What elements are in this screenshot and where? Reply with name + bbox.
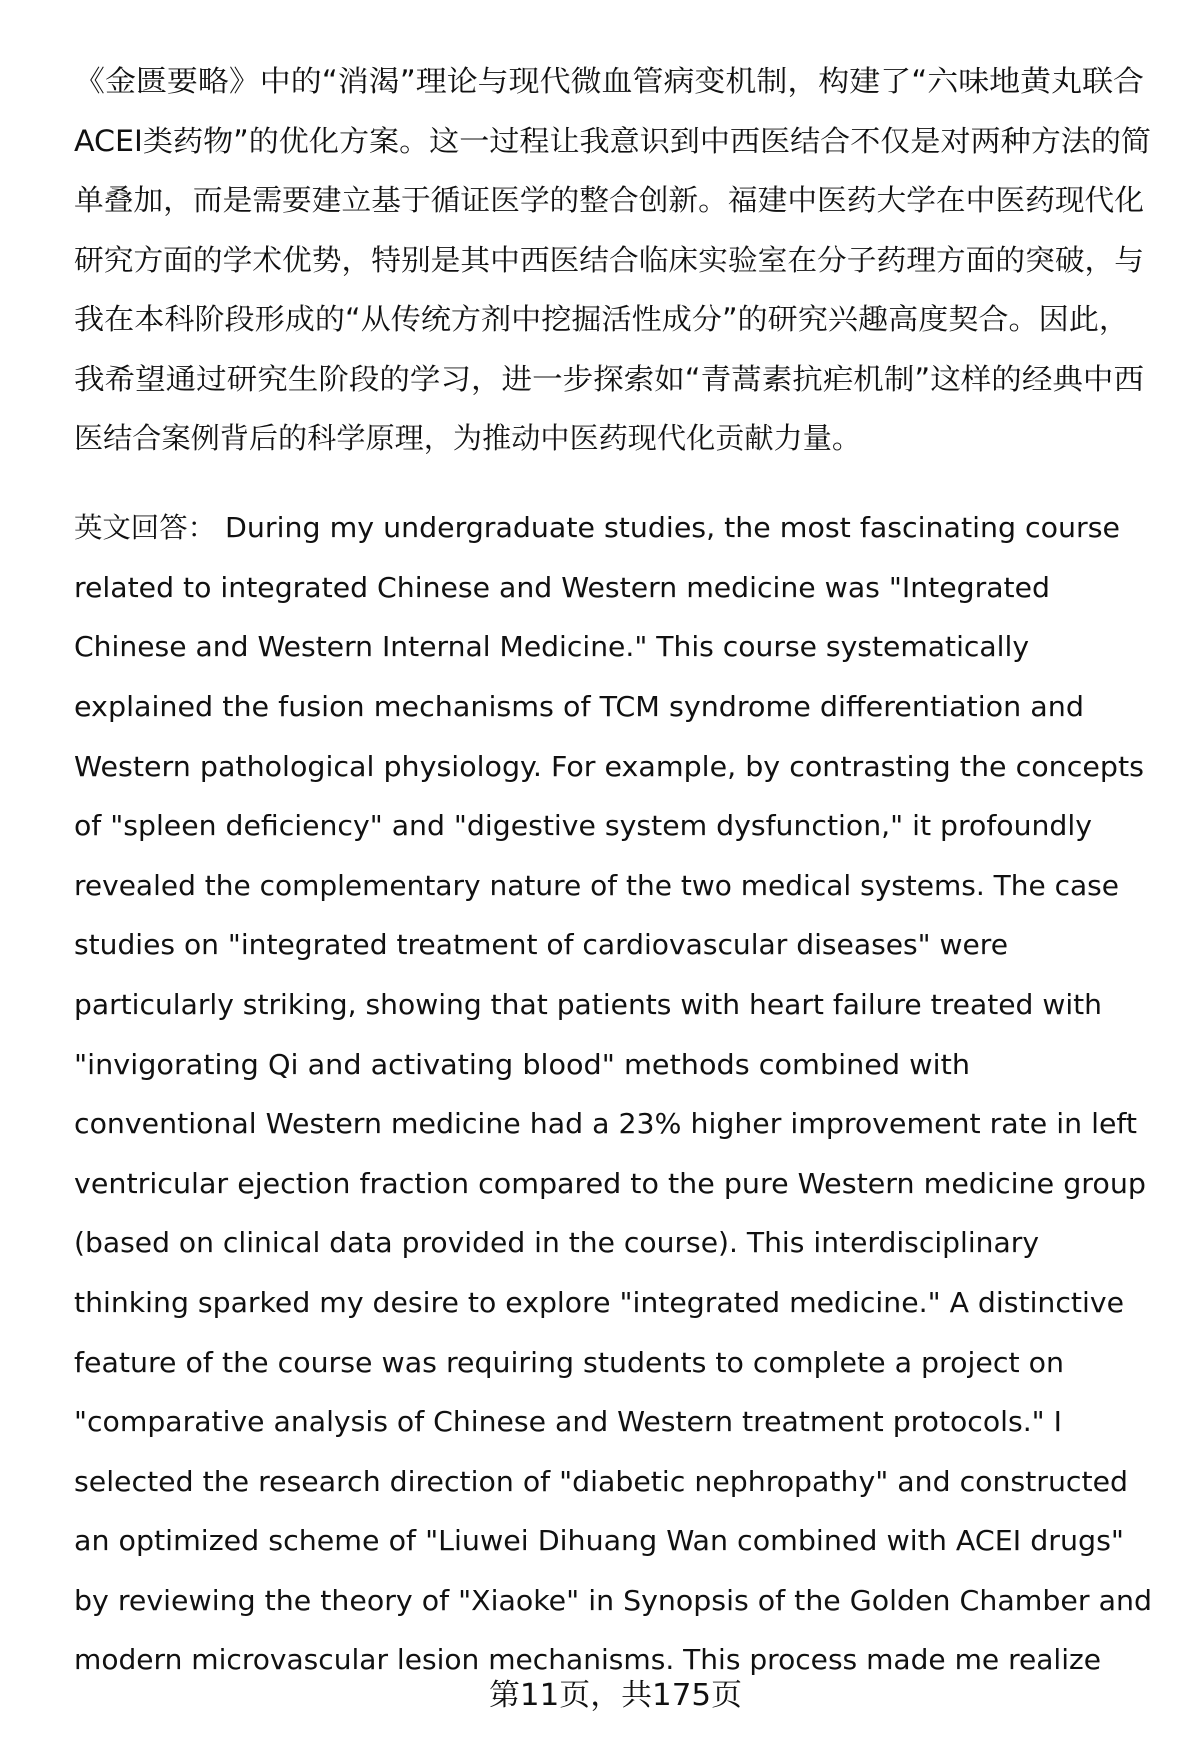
text-line: ventricular ejection fraction compared to the pure Western medicine group [74, 1167, 1146, 1200]
text-line: 我希望通过研究生阶段的学习，进一步探索如“青蒿素抗疟机制”这样的经典中西 [74, 362, 1144, 396]
text-line: "comparative analysis of Chinese and Western treatment protocols." I [74, 1405, 1062, 1438]
text-line: thinking sparked my desire to explore "integrated medicine." A distinctive [74, 1286, 1124, 1319]
text-line: 医结合案例背后的科学原理，为推动中医药现代化贡献力量。 [74, 421, 861, 455]
text-line: Western pathological physiology. For example, by contrasting the concepts [74, 750, 1144, 783]
text-line: 我在本科阶段形成的“从传统方剂中挖掘活性成分”的研究兴趣高度契合。因此， [74, 302, 1129, 336]
text-line: an optimized scheme of "Liuwei Dihuang Wan combined with ACEI drugs" [74, 1524, 1124, 1557]
text-line: ACEI类药物”的优化方案。这一过程让我意识到中西医结合不仅是对两种方法的简 [74, 124, 1151, 158]
english-paragraph [74, 511, 1152, 1676]
text-line: conventional Western medicine had a 23% higher improvement rate in left [74, 1107, 1138, 1140]
text-line: selected the research direction of "diabetic nephropathy" and constructed [74, 1465, 1128, 1498]
text-line: feature of the course was requiring students to complete a project on [74, 1346, 1064, 1379]
text-line: particularly striking, showing that patients with heart failure treated with [74, 988, 1102, 1021]
text-line: 英文回答： During my undergraduate studies, the most fascinating course [74, 511, 1120, 544]
text-line: (based on clinical data provided in the course). This interdisciplinary [74, 1226, 1039, 1259]
text-line: 《金匮要略》中的“消渴”理论与现代微血管病变机制，构建了“六味地黄丸联合 [74, 64, 1144, 98]
text-line: explained the fusion mechanisms of TCM syndrome differentiation and [74, 690, 1084, 723]
text-line: studies on "integrated treatment of cardiovascular diseases" were [74, 928, 1009, 961]
text-line: 研究方面的学术优势，特别是其中西医结合临床实验室在分子药理方面的突破，与 [74, 243, 1144, 277]
text-line: of "spleen deficiency" and "digestive system dysfunction," it profoundly [74, 809, 1092, 842]
text-line: modern microvascular lesion mechanisms. This process made me realize [74, 1643, 1101, 1676]
text-line: by reviewing the theory of "Xiaoke" in Synopsis of the Golden Chamber and [74, 1584, 1152, 1617]
page-number-footer: 第11页，共175页 [489, 1678, 742, 1713]
text-line: revealed the complementary nature of the two medical systems. The case [74, 869, 1119, 902]
text-line: Chinese and Western Internal Medicine." This course systematically [74, 630, 1029, 663]
text-line: related to integrated Chinese and Western medicine was "Integrated [74, 571, 1050, 604]
text-line: 单叠加，而是需要建立基于循证医学的整合创新。福建中医药大学在中医药现代化 [74, 183, 1144, 217]
chinese-paragraph [74, 64, 1151, 455]
text-line: "invigorating Qi and activating blood" methods combined with [74, 1048, 970, 1081]
